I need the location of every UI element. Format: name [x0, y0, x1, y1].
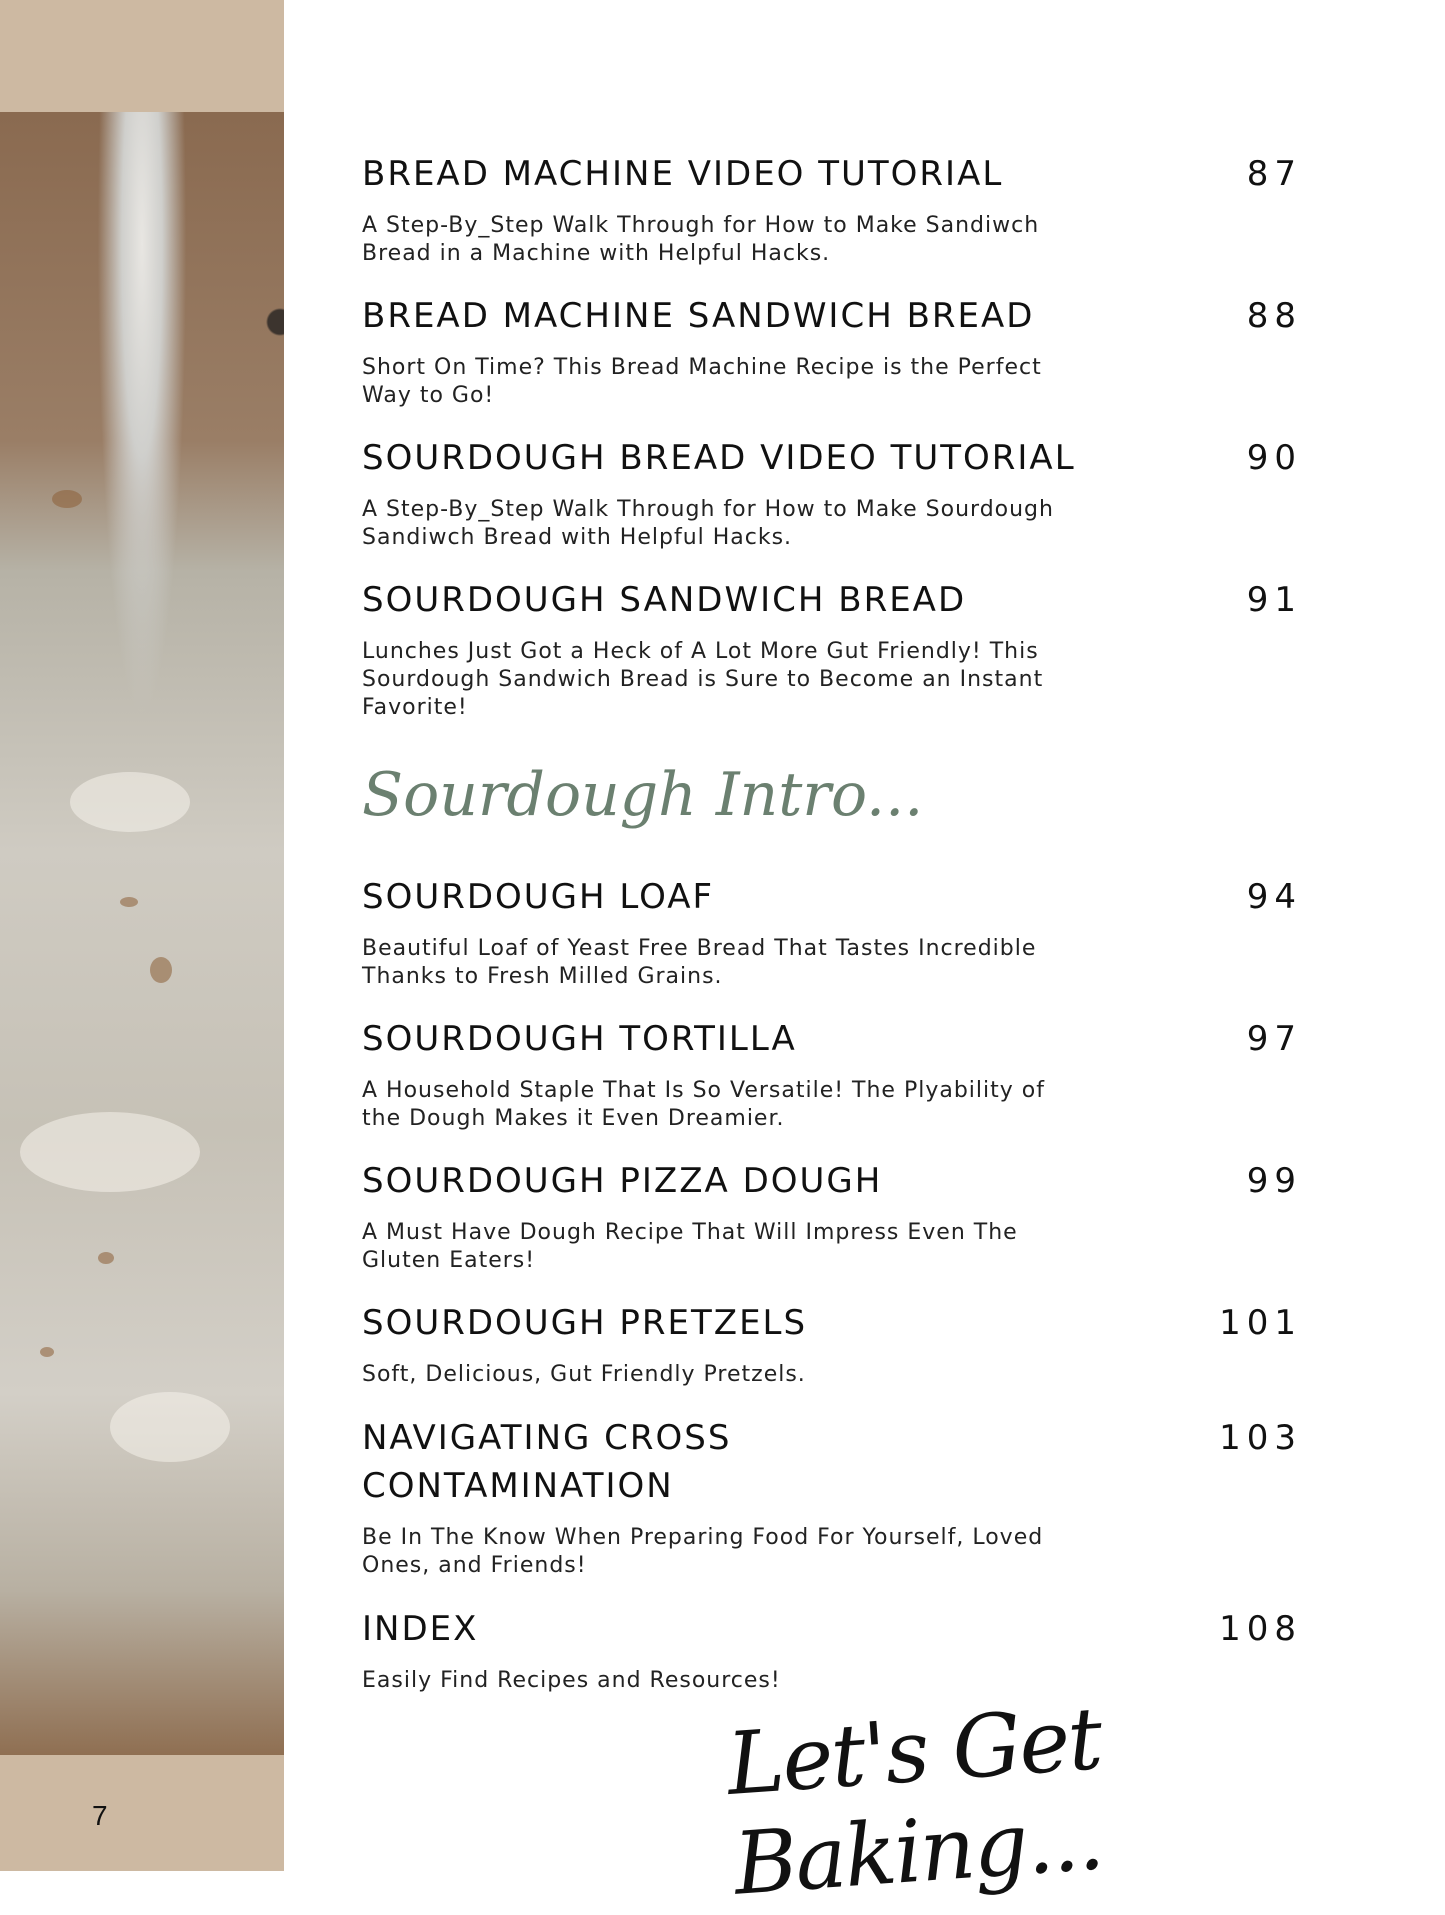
entry-title: SOURDOUGH PIZZA DOUGH [362, 1161, 883, 1201]
entry-description: A Step-By_Step Walk Through for How to Make Sourdough Sandiwch Bread with Helpful Hacks. [362, 497, 1054, 550]
entry-page: 91 [1246, 580, 1302, 620]
entry-title: SOURDOUGH BREAD VIDEO TUTORIAL [362, 438, 1076, 478]
entry-title: BREAD MACHINE SANDWICH BREAD [362, 296, 1035, 336]
entry-title: SOURDOUGH TORTILLA [362, 1019, 797, 1059]
tortilla-photo [0, 112, 284, 1755]
entry-page: 90 [1246, 438, 1302, 478]
entry-page: 97 [1246, 1019, 1302, 1059]
toc-entry[interactable] [362, 873, 1302, 991]
section-heading: Sourdough Intro... [362, 760, 924, 830]
toc-entry[interactable] [362, 1015, 1302, 1133]
entry-page: 88 [1246, 296, 1302, 336]
entry-page: 108 [1219, 1609, 1302, 1649]
toc-entry[interactable] [362, 1299, 1302, 1389]
entry-title: BREAD MACHINE VIDEO TUTORIAL [362, 154, 1004, 194]
entry-description: Be In The Know When Preparing Food For Yourself, Loved Ones, and Friends! [362, 1525, 1044, 1578]
entry-title: INDEX [362, 1609, 479, 1649]
toc-entry[interactable] [362, 150, 1302, 268]
toc-entry[interactable] [362, 576, 1302, 722]
entry-title: SOURDOUGH SANDWICH BREAD [362, 580, 967, 620]
toc-entry[interactable] [362, 1605, 1302, 1695]
signoff-script: Let's Get Baking... [723, 1689, 1106, 1915]
entry-page: 87 [1246, 154, 1302, 194]
entry-title: NAVIGATING CROSS CONTAMINATION [362, 1418, 732, 1506]
entry-description: Soft, Delicious, Gut Friendly Pretzels. [362, 1362, 806, 1387]
entry-description: A Household Staple That Is So Versatile! The Plyability of the Dough Makes it Even Dreamier. [362, 1078, 1045, 1131]
toc-entry[interactable] [362, 292, 1302, 410]
page-number: 7 [92, 1800, 108, 1831]
entry-page: 101 [1219, 1303, 1302, 1343]
toc-entry[interactable] [362, 1157, 1302, 1275]
entry-description: A Step-By_Step Walk Through for How to Make Sandiwch Bread in a Machine with Helpful Hacks. [362, 213, 1040, 266]
entry-page: 99 [1246, 1161, 1302, 1201]
toc-entry[interactable] [362, 1414, 1302, 1580]
entry-description: Lunches Just Got a Heck of A Lot More Gut Friendly! This Sourdough Sandwich Bread is Sure to Become an Instant Favorite! [362, 639, 1044, 720]
entry-description: Short On Time? This Bread Machine Recipe is the Perfect Way to Go! [362, 355, 1042, 408]
entry-description: Beautiful Loaf of Yeast Free Bread That Tastes Incredible Thanks to Fresh Milled Grains. [362, 936, 1037, 989]
entry-description: A Must Have Dough Recipe That Will Impress Even The Gluten Eaters! [362, 1220, 1018, 1273]
entry-title: SOURDOUGH LOAF [362, 877, 715, 917]
toc-entry[interactable] [362, 434, 1302, 552]
entry-description: Easily Find Recipes and Resources! [362, 1668, 781, 1693]
entry-page: 103 [1219, 1418, 1302, 1458]
entry-title: SOURDOUGH PRETZELS [362, 1303, 808, 1343]
entry-page: 94 [1246, 877, 1302, 917]
